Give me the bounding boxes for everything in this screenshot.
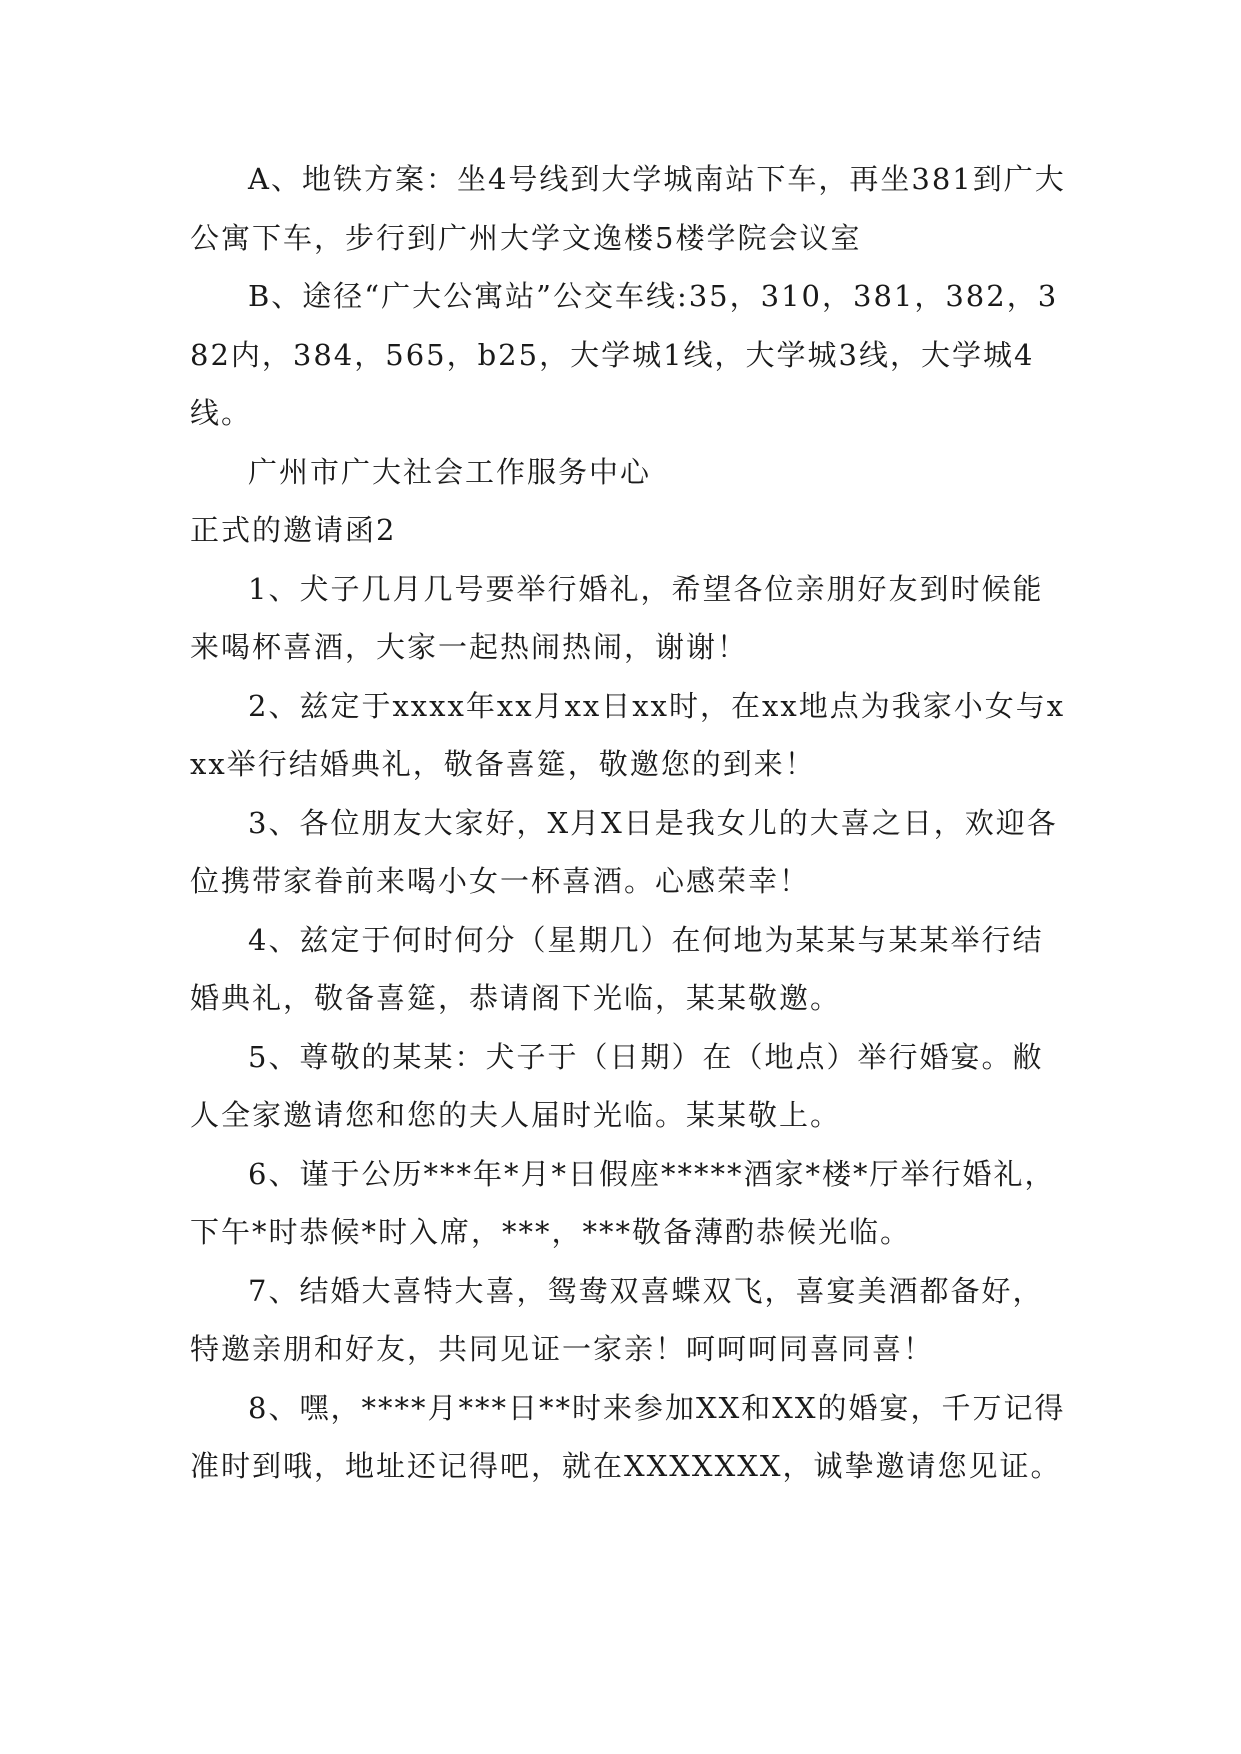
invitation-item-7: 7、结婚大喜特大喜，鸳鸯双喜蝶双飞，喜宴美酒都备好，特邀亲朋和好友，共同见证一家亲！呵呵呵同喜同喜！ bbox=[190, 1273, 1044, 1366]
document-page bbox=[190, 150, 1070, 1496]
transport-bus-paragraph: B、途径“广大公寓站”公交车线:35，310，381，382，382内，384，565，b25，大学城1线，大学城3线，大学城4线。 bbox=[190, 279, 1059, 430]
organization-signature: 广州市广大社会工作服务中心 bbox=[248, 454, 652, 489]
section-heading: 正式的邀请函2 bbox=[190, 513, 397, 547]
transport-subway-paragraph: A、地铁方案：坐4号线到大学城南站下车，再坐381到广大公寓下车，步行到广州大学文逸楼5楼学院会议室 bbox=[190, 162, 1066, 255]
invitation-item-2: 2、兹定于xxxx年xx月xx日xx时，在xx地点为我家小女与xxx举行结婚典礼，敬备喜筵，敬邀您的到来！ bbox=[190, 688, 1066, 781]
invitation-item-5: 5、尊敬的某某：犬子于（日期）在（地点）举行婚宴。敝人全家邀请您和您的夫人届时光临。某某敬上。 bbox=[190, 1039, 1044, 1132]
invitation-item-4: 4、兹定于何时何分（星期几）在何地为某某与某某举行结婚典礼，敬备喜筵，恭请阁下光临，某某敬邀。 bbox=[190, 922, 1044, 1015]
invitation-item-3: 3、各位朋友大家好，X月X日是我女儿的大喜之日，欢迎各位携带家眷前来喝小女一杯喜酒。心感荣幸！ bbox=[190, 805, 1058, 898]
invitation-item-1: 1、犬子几月几号要举行婚礼，希望各位亲朋好友到时候能来喝杯喜酒，大家一起热闹热闹，谢谢！ bbox=[190, 571, 1044, 664]
invitation-item-6: 6、谨于公历***年*月*日假座*****酒家*楼*厅举行婚礼，下午*时恭候*时入席，***，***敬备薄酌恭候光临。 bbox=[190, 1156, 1056, 1249]
invitation-item-8: 8、嘿，****月***日**时来参加XX和XX的婚宴，千万记得准时到哦，地址还记得吧，就在XXXXXXX，诚挚邀请您见证。 bbox=[190, 1390, 1066, 1483]
